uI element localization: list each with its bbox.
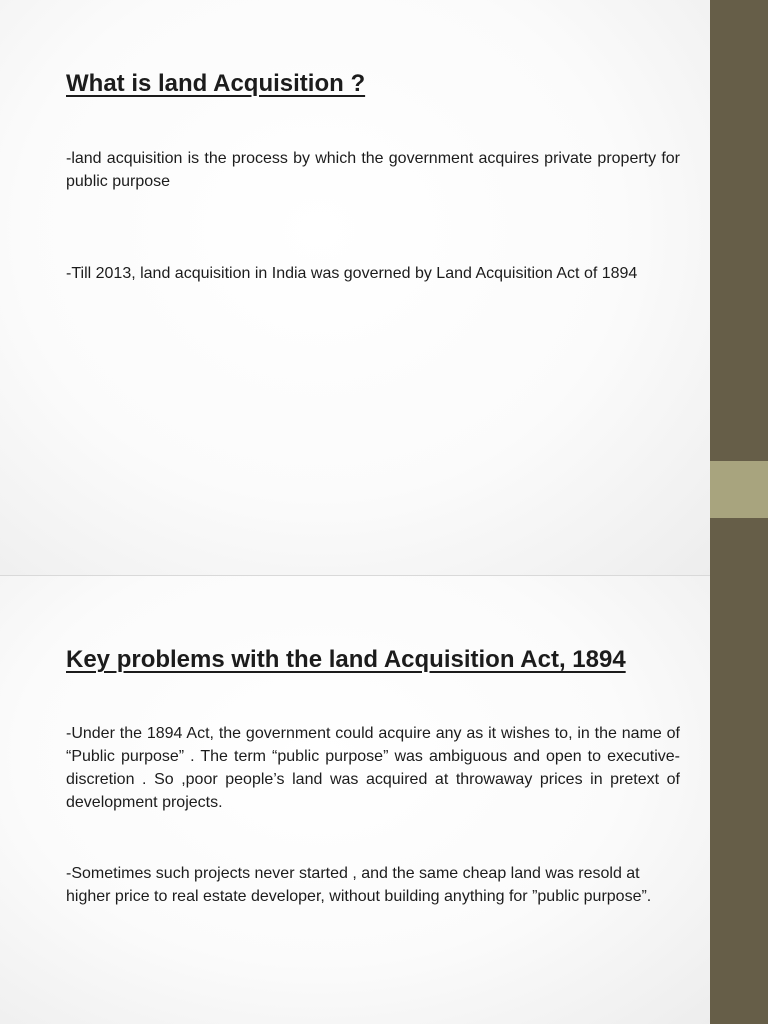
sidebar-accent-block	[710, 461, 768, 518]
slide-2-paragraph-2: -Sometimes such projects never started , and the same cheap land was resold at higher price to real estate developer, without building anything for ”public purpose”.	[66, 865, 652, 905]
slide-1-title: What is land Acquisition ?	[66, 70, 366, 97]
slide-1-paragraph-1: -land acquisition is the process by which the government acquires private property for public purpose	[66, 150, 680, 190]
slide-1-paragraph-2: -Till 2013, land acquisition in India was governed by Land Acquisition Act of 1894	[66, 265, 638, 282]
slide-2-paragraph-1: -Under the 1894 Act, the government could acquire any as it wishes to, in the name of “Public purpose” . The term “public purpose” was ambiguous and open to executive-discretion . So ,poor people’s land was acquired at throwaway prices in pretext of development projects.	[66, 725, 680, 811]
slide-divider	[0, 575, 710, 576]
slide-2-title: Key problems with the land Acquisition Act, 1894	[66, 646, 626, 673]
